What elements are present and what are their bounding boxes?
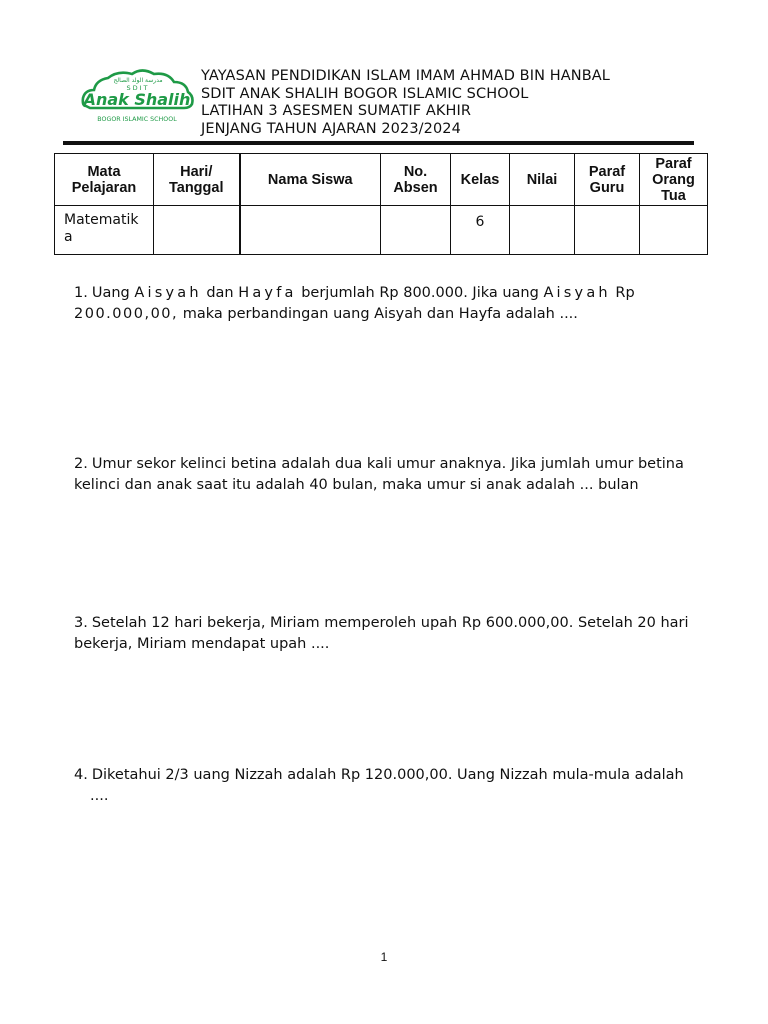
question-number: 1. <box>74 285 88 301</box>
header-foundation: YAYASAN PENDIDIKAN ISLAM IMAM AHMAD BIN HANBAL <box>201 68 610 84</box>
header-school: SDIT ANAK SHALIH BOGOR ISLAMIC SCHOOL <box>201 85 529 102</box>
header-student-name: Nama Siswa <box>240 154 381 206</box>
page-number: 1 <box>380 950 388 964</box>
question-number: 4. <box>74 767 88 783</box>
header-absen: No. Absen <box>381 154 451 206</box>
header-paraf-guru: Paraf Guru <box>575 154 640 206</box>
student-info-table <box>54 153 708 255</box>
question-4 <box>74 765 690 806</box>
logo-subtitle: BOGOR ISLAMIC SCHOOL <box>97 116 177 123</box>
question-number: 3. <box>74 615 88 631</box>
cell-nilai <box>510 206 575 255</box>
question-text: Diketahui 2/3 uang Nizzah adalah Rp 120.000,00. Uang Nizzah mula-mula adalah .... <box>90 767 684 804</box>
cell-kelas: 6 <box>451 206 510 255</box>
cell-paraf-ortu <box>640 206 708 255</box>
header-kelas: Kelas <box>451 154 510 206</box>
logo-tag: SDIT <box>126 84 150 92</box>
header-date: Hari/ Tanggal <box>154 154 240 206</box>
cell-subject: Matematika <box>55 206 154 255</box>
question-1: 1. Uang Aisyah dan Hayfa berjumlah Rp 800.000. Jika uang Aisyah Rp 200.000,00, maka perbandingan uang Aisyah dan Hayfa adalah .... <box>74 285 635 322</box>
question-text: Umur sekor kelinci betina adalah dua kali umur anaknya. Jika jumlah umur betina kelinci dan anak saat itu adalah 40 bulan, maka umur si anak adalah ... bulan <box>74 456 684 493</box>
logo-arabic: مدرسة الولد الصالح <box>113 77 163 84</box>
question-number: 2. <box>74 456 88 472</box>
cell-absen <box>381 206 451 255</box>
logo-name: Anak Shalih <box>83 90 191 109</box>
header-nilai: Nilai <box>510 154 575 206</box>
cell-date <box>154 206 240 255</box>
header-academic-year: JENJANG TAHUN AJARAN 2023/2024 <box>201 120 461 137</box>
school-logo <box>80 68 195 128</box>
header-subject: Mata Pelajaran <box>55 154 154 206</box>
question-2 <box>74 454 704 495</box>
header-block <box>201 68 610 138</box>
cell-student-name <box>240 206 381 255</box>
table-header-row <box>55 154 708 206</box>
cell-paraf-guru <box>575 206 640 255</box>
table-row <box>55 206 708 255</box>
question-text: Setelah 12 hari bekerja, Miriam memperoleh upah Rp 600.000,00. Setelah 20 hari bekerja, Miriam mendapat upah .... <box>74 615 689 652</box>
header-divider <box>63 141 694 145</box>
question-3 <box>74 613 704 654</box>
header-exam-title: LATIHAN 3 ASESMEN SUMATIF AKHIR <box>201 103 472 119</box>
header-paraf-ortu: Paraf Orang Tua <box>640 154 708 206</box>
